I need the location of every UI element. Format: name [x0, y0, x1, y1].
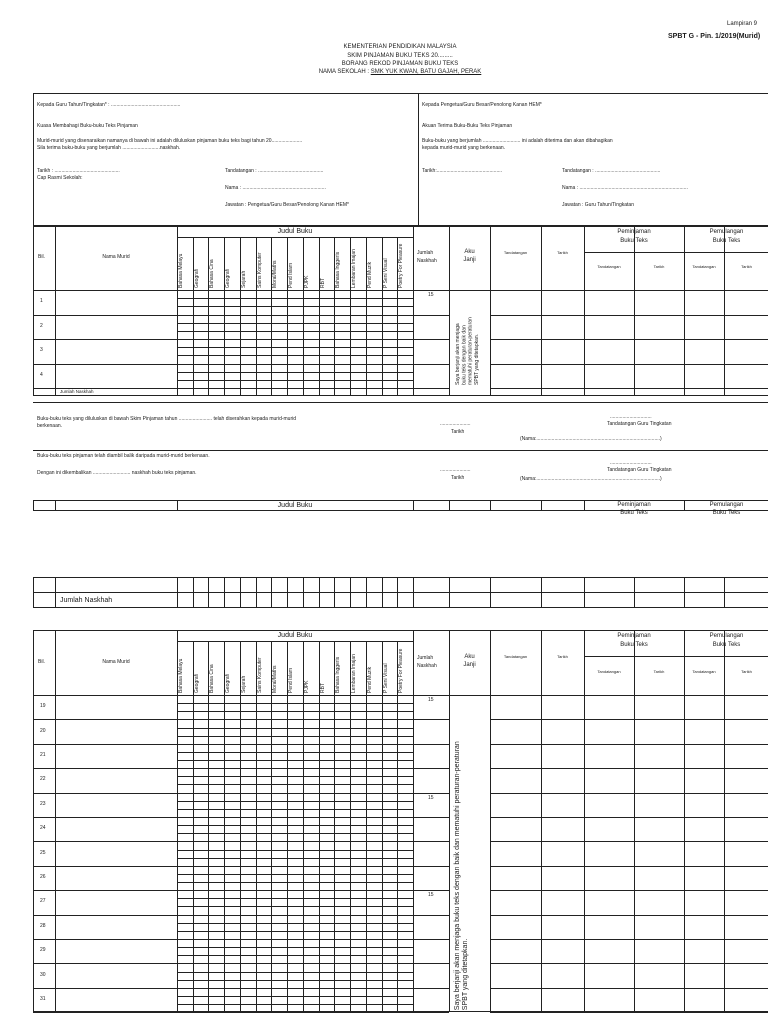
row-number: 20	[40, 727, 46, 734]
subject-divider	[240, 641, 241, 1012]
student-name-cell[interactable]	[56, 818, 176, 840]
strip-subject-divider	[366, 577, 367, 608]
student-name-cell[interactable]	[56, 989, 176, 1011]
subrow-rule	[177, 703, 413, 704]
student-name-cell[interactable]	[56, 867, 176, 889]
subject-header: Sejarah	[240, 270, 247, 288]
signature-header: Tandatangan	[503, 250, 528, 255]
row-rule-right	[490, 793, 768, 794]
strip-subject-divider	[319, 577, 320, 608]
column-divider	[584, 630, 585, 1012]
strip-divider	[724, 577, 725, 608]
row-number: 27	[40, 898, 46, 905]
subrow-rule	[177, 323, 413, 324]
subject-header: RBT	[319, 278, 326, 288]
strip-footer-rule	[33, 592, 768, 593]
strip-jumlah-naskhah: Jumlah Naskhah	[60, 597, 113, 604]
student-name-cell[interactable]	[56, 794, 176, 816]
subrow-rule	[177, 874, 413, 875]
student-name-cell[interactable]	[56, 916, 176, 938]
row-rule-right	[490, 315, 768, 316]
lampiran-label: Lampiran 9	[727, 21, 758, 27]
strip-divider	[449, 500, 450, 511]
row-rule	[33, 388, 449, 389]
approval-box	[33, 93, 768, 226]
loan-subcolumn-header: Tandatangan	[692, 264, 716, 269]
nama-murid-header: Nama Murid	[102, 254, 130, 260]
subject-header: Pend Islam	[288, 262, 295, 288]
strip-divider	[177, 500, 178, 511]
loan-subcolumn-header: Tarikh	[741, 264, 752, 269]
strip-divider	[541, 500, 542, 511]
footer-sig-label-2: Tandatangan Guru Tingkatan	[607, 467, 672, 473]
loan-subcolumn-header: Tarikh	[653, 668, 665, 674]
row-number: 3	[40, 347, 43, 354]
subject-divider	[287, 641, 288, 1012]
subrow-rule	[177, 801, 413, 802]
subject-divider	[271, 641, 272, 1012]
subject-header: Pend Islam	[288, 667, 295, 693]
student-name-cell[interactable]	[56, 316, 176, 339]
strip-subject-divider	[303, 577, 304, 608]
subrow-rule	[177, 955, 413, 956]
subject-divider	[382, 641, 383, 1012]
left-authority: Kuasa Membahagi Buku-buku Teks Pinjaman	[37, 123, 138, 129]
column-divider	[634, 630, 635, 1012]
pledge-text	[454, 699, 470, 1010]
subrow-rule	[177, 298, 413, 299]
school-name: SMK YUK KWAN, BATU GAJAH, PERAK	[370, 69, 482, 75]
row-number: 4	[40, 371, 43, 378]
strip-subject-divider	[224, 577, 225, 608]
row-rule-right	[490, 388, 768, 389]
row-number: 2	[40, 322, 43, 329]
column-divider	[177, 226, 178, 396]
subrow-rule	[177, 906, 413, 907]
strip-subject-divider	[271, 577, 272, 608]
row-rule-right	[490, 339, 768, 340]
subject-divider	[397, 641, 398, 1012]
row-number: 29	[40, 947, 46, 954]
strip-divider	[584, 577, 585, 608]
pledge-text	[455, 293, 480, 385]
row-number: 28	[40, 922, 46, 929]
peminjaman-sub-header: Buku Teks	[620, 642, 648, 648]
strip-subject-divider	[208, 577, 209, 608]
left-name: Nama : ............................................................	[225, 185, 326, 191]
subject-header: Bahasa Inggeris	[335, 251, 342, 288]
column-divider	[724, 630, 725, 1012]
subrow-rule	[177, 331, 413, 332]
janji-header: Janji	[463, 661, 476, 668]
copy-count: 15	[428, 292, 434, 298]
strip-subject-divider	[397, 577, 398, 608]
loan-subcolumn-header: Tarikh	[741, 668, 752, 674]
subject-divider	[366, 641, 367, 1012]
pemulangan-sub-header: Buku Teks	[712, 238, 741, 244]
loan-subcolumn-header: Tandatangan	[597, 668, 621, 674]
strip-divider	[55, 500, 56, 511]
subrow-rule	[177, 972, 413, 973]
loan-subheader-rule	[584, 656, 768, 657]
naskhah-header: Naskhah	[417, 258, 437, 264]
footer-date-dots-2: ......................	[440, 467, 471, 473]
row-number: 19	[40, 703, 46, 710]
row-rule	[33, 1012, 449, 1013]
janji-header: Janji	[463, 257, 476, 263]
strip-subject-divider	[382, 577, 383, 608]
footer-nama-1: (Nama:.........................................................................................)	[520, 436, 662, 442]
strip-subject-divider	[287, 577, 288, 608]
row-number: 25	[40, 849, 46, 856]
signature-header: Tandatangan	[503, 654, 528, 659]
footer-text3: Dengan ini dikembalikan ........................... naskhah buku teks pinjaman.	[37, 470, 197, 476]
nama-murid-header: Nama Murid	[102, 658, 130, 665]
row-rule-right	[490, 744, 768, 745]
judul-rule	[177, 641, 413, 642]
footer-date-label-2: Tarikh	[451, 475, 465, 481]
left-date: Tarikh : ...............................................	[37, 168, 120, 174]
loan-subcolumn-header: Tarikh	[653, 264, 665, 269]
subrow-rule	[177, 784, 413, 785]
subrow-rule	[177, 306, 413, 307]
student-name-cell[interactable]	[56, 291, 176, 314]
strip-divider	[584, 500, 585, 511]
subject-divider	[350, 641, 351, 1012]
subrow-rule	[177, 372, 413, 373]
subject-divider	[334, 641, 335, 1012]
peminjaman-sub-header: Buku Teks	[620, 238, 648, 244]
subject-divider	[319, 641, 320, 1012]
subrow-rule	[177, 947, 413, 948]
column-divider	[449, 630, 450, 1012]
row-number: 1	[40, 298, 43, 305]
subject-header: Bahasa Inggeris	[335, 656, 342, 693]
subrow-rule	[177, 380, 413, 381]
pledge-line: SPBT yang ditetapkan.	[473, 333, 480, 385]
subject-header: Pend Muzik	[366, 261, 373, 288]
column-divider	[684, 630, 685, 1012]
left-body2: Sila terima buku-buku yang berjumlah ...........................naskhah.	[37, 145, 181, 151]
subrow-rule	[177, 1004, 413, 1005]
subrow-rule	[177, 355, 413, 356]
row-rule-right	[490, 915, 768, 916]
footer-text1b: berkenaan.	[37, 423, 63, 429]
form-title: BORANG REKOD PINJAMAN BUKU TEKS	[341, 61, 459, 67]
row-rule-right	[490, 768, 768, 769]
row-rule-right	[490, 364, 768, 365]
subject-header: Poetry For Pleasure	[398, 648, 405, 693]
strip-divider	[177, 577, 178, 608]
subject-header: Moral/Maths	[272, 260, 279, 288]
row-number: 22	[40, 776, 46, 783]
subject-header: Sains Komputer	[256, 657, 263, 693]
pledge-line: SPBT yang ditetapkan.	[462, 938, 470, 1011]
subject-divider	[256, 641, 257, 1012]
strip-divider	[449, 577, 450, 608]
subject-header: Sejarah	[240, 675, 247, 693]
pledge-line: mematuhi peraturan-peraturan	[467, 317, 474, 385]
aku-header: Aku	[464, 249, 475, 255]
subject-divider	[303, 641, 304, 1012]
row-rule-right	[490, 988, 768, 989]
pemulangan-sub-header: Buku Teks	[712, 642, 741, 648]
date-header: Tarikh	[557, 250, 568, 255]
subrow-rule	[177, 980, 413, 981]
right-date: Tarikh:...............................................	[422, 168, 503, 174]
row-rule-right	[490, 719, 768, 720]
footer-top-rule	[33, 402, 768, 403]
peminjaman-header: Peminjaman	[617, 229, 651, 235]
subject-divider	[224, 641, 225, 1012]
strip-divider	[490, 500, 491, 511]
pemulangan-header: Pemulangan	[709, 633, 744, 639]
subject-header: Sains Komputer	[256, 252, 263, 288]
right-body1: Buku-buku yang berjumlah ........................... ini adalah diterima dan akan dibahagikan	[422, 138, 613, 144]
row-number: 26	[40, 874, 46, 880]
subrow-rule	[177, 833, 413, 834]
student-name-cell[interactable]	[56, 769, 176, 791]
strip-divider	[684, 500, 685, 511]
strip-peminjaman: Peminjaman	[617, 502, 651, 508]
ministry-title: KEMENTERIAN PENDIDIKAN MALAYSIA	[343, 44, 457, 50]
bil-header: Bil.	[38, 658, 45, 665]
footer-mid-rule	[33, 450, 768, 451]
strip-pemulangan: Pemulangan	[709, 502, 744, 508]
subject-header: Lembaran Imajan	[351, 654, 358, 693]
subject-header: Pend Muzik	[366, 666, 373, 693]
subject-header: PJPK	[303, 680, 310, 693]
pemulangan-header: Pemulangan	[709, 229, 744, 235]
strip-divider	[490, 577, 491, 608]
strip-subject-divider	[240, 577, 241, 608]
row-rule-right	[490, 890, 768, 891]
bil-header: Bil.	[38, 254, 45, 260]
subrow-rule	[177, 825, 413, 826]
footer-sig-dots-2: ..............................	[610, 460, 652, 466]
subrow-rule	[177, 736, 413, 737]
right-to: Kepada Pengetua/Guru Besar/Penolong Kanan HEM*	[422, 102, 542, 108]
loan-subcolumn-header: Tandatangan	[597, 264, 621, 269]
subject-header: Geografi	[225, 268, 232, 288]
row-rule-right	[490, 939, 768, 940]
subject-header: Moral/Maths	[272, 665, 279, 693]
loan-subheader-rule	[584, 252, 768, 253]
strip-subject-divider	[193, 577, 194, 608]
student-name-cell[interactable]	[56, 340, 176, 363]
student-name-cell[interactable]	[56, 891, 176, 913]
student-name-cell[interactable]	[56, 842, 176, 864]
student-name-cell[interactable]	[56, 720, 176, 742]
student-name-cell[interactable]	[56, 745, 176, 767]
left-sign: Tandatangan : ...............................................	[225, 168, 324, 174]
footer-text2: Buku-buku teks pinjaman telah diambil balik daripada murid-murid berkenaan.	[37, 453, 210, 459]
left-body1: Murid-murid yang disenaraikan namanya di bawah ini adalah diluluskan pinjaman buku teks bagi tahun 20......................	[37, 138, 303, 144]
left-stamp: Cap Rasmi Sekolah:	[37, 175, 83, 181]
strip-divider	[684, 577, 685, 608]
subrow-rule	[177, 776, 413, 777]
school-line	[250, 69, 550, 75]
subject-header: Geografi	[193, 673, 200, 693]
subject-header: Bahasa Cina	[209, 664, 216, 693]
subject-header: Lembaran Imajan	[351, 249, 358, 288]
row-rule-right	[490, 817, 768, 818]
judul-rule	[177, 237, 413, 238]
column-divider	[413, 630, 414, 1012]
footer-text1: Buku-buku teks yang diluluskan di bawah Skim Pinjaman tahun ........................ telah diserahkan kepada murid-murid	[37, 416, 297, 422]
scheme-title: SKIM PINJAMAN BUKU TEKS 20.........	[347, 53, 453, 59]
subject-header: Bahasa Melayu	[178, 253, 184, 288]
row-rule-right	[490, 866, 768, 867]
subject-header: RBT	[319, 683, 326, 693]
subrow-rule	[177, 923, 413, 924]
footer-nama-2: (Nama:.........................................................................................)	[520, 476, 662, 482]
row-number: 31	[40, 996, 46, 1002]
form-code: SPBT G - Pin. 1/2019(Murid)	[668, 33, 761, 40]
copy-count: 15	[428, 794, 434, 801]
subject-divider	[208, 641, 209, 1012]
right-sign: Tandatangan : ...............................................	[562, 168, 661, 174]
pledge-line: Saya berjanji akan menjaga buku teks dengan baik dan mematuhi peraturan-peraturan	[454, 741, 461, 1011]
strip-divider	[541, 577, 542, 608]
strip-subject-divider	[350, 577, 351, 608]
subject-divider	[193, 641, 194, 1012]
right-name: Nama : ..............................................................................	[562, 185, 688, 191]
subrow-rule	[177, 347, 413, 348]
subrow-rule	[177, 850, 413, 851]
pledge-line: buku teks dengan baik dan	[461, 325, 468, 385]
jumlah-header: Jumlah	[417, 654, 434, 661]
subject-header: Bahasa Melayu	[178, 658, 184, 693]
aku-header: Aku	[464, 653, 475, 660]
strip-peminjaman-sub: Buku Teks	[620, 510, 648, 516]
row-rule-right	[490, 841, 768, 842]
subject-header: Geografi	[225, 673, 232, 693]
subject-header: P Seni Visual	[382, 663, 389, 693]
subrow-rule	[177, 752, 413, 753]
subrow-rule	[177, 996, 413, 997]
subrow-rule	[177, 711, 413, 712]
subrow-rule	[177, 931, 413, 932]
school-label: NAMA SEKOLAH :	[318, 69, 371, 75]
subrow-rule	[177, 760, 413, 761]
jumlah-naskhah-row: Jumlah Naskhah	[60, 389, 94, 394]
left-to: Kepada Guru Tahun/Tingkatan* : ..................................................	[37, 102, 181, 108]
strip-subject-divider	[256, 577, 257, 608]
row-number: 21	[40, 752, 46, 758]
left-position: Jawatan : Pengetua/Guru Besar/Penolong Kanan HEM*	[225, 202, 349, 208]
row-number: 23	[40, 800, 46, 807]
student-name-cell[interactable]	[56, 365, 176, 388]
jumlah-header: Jumlah	[417, 250, 434, 256]
pledge-line: Saya berjanji akan menjaga	[455, 323, 461, 385]
row-rule-right	[490, 1012, 768, 1013]
subject-header: Geografi	[193, 268, 200, 288]
column-divider	[541, 630, 542, 1012]
subrow-rule	[177, 898, 413, 899]
judul-buku-label: Judul Buku	[277, 228, 313, 235]
footer-date-label-1: Tarikh	[451, 429, 465, 435]
strip-pemulangan-sub: Buku Teks	[712, 510, 741, 516]
subrow-rule	[177, 882, 413, 883]
subject-header: Poetry For Pleasure	[398, 243, 405, 288]
row-number: 30	[40, 971, 46, 978]
right-ack: Akuan Terima Buku-Buku Teks Pinjaman	[422, 123, 513, 129]
row-number: 24	[40, 825, 46, 832]
right-position: Jawatan : Guru Tahun/Tingkatan	[562, 202, 634, 208]
column-divider	[413, 226, 414, 396]
approval-divider	[418, 93, 419, 226]
strip-judul-buku: Judul Buku	[277, 502, 313, 509]
student-name-cell[interactable]	[56, 696, 176, 718]
subject-header: Bahasa Cina	[209, 259, 216, 288]
date-header: Tarikh	[557, 654, 568, 659]
column-divider	[490, 630, 491, 1012]
footer-date-dots-1: ......................	[440, 421, 471, 427]
strip-divider	[413, 577, 414, 608]
footer-sig-label-1: Tandatangan Guru Tingkatan	[607, 421, 672, 427]
copy-count: 15	[428, 892, 434, 899]
judul-buku-label: Judul Buku	[277, 632, 313, 639]
peminjaman-header: Peminjaman	[617, 633, 651, 639]
row-rule-right	[490, 963, 768, 964]
strip-divider	[55, 577, 56, 608]
subrow-rule	[177, 858, 413, 859]
strip-divider	[413, 500, 414, 511]
right-body2: kepada murid-murid yang berkenaan.	[422, 145, 506, 151]
subject-header: P Seni Visual	[382, 258, 389, 288]
copy-count: 15	[428, 697, 434, 703]
subrow-rule	[177, 809, 413, 810]
strip-divider	[634, 577, 635, 608]
subrow-rule	[177, 728, 413, 729]
footer-sig-dots-1: ..............................	[610, 414, 652, 420]
student-name-cell[interactable]	[56, 940, 176, 962]
subject-header: PJPK	[303, 275, 310, 288]
naskhah-header: Naskhah	[417, 662, 437, 669]
strip-subject-divider	[334, 577, 335, 608]
loan-subcolumn-header: Tandatangan	[692, 668, 716, 674]
student-name-cell[interactable]	[56, 964, 176, 986]
